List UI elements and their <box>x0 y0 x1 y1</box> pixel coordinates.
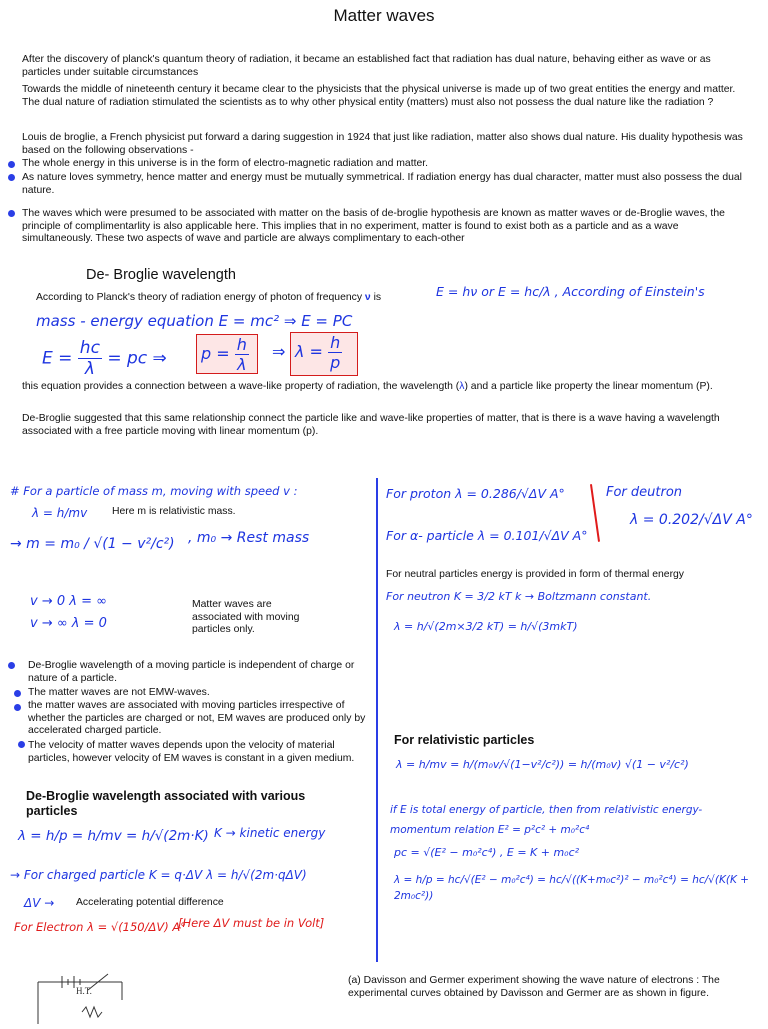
h-p-fraction <box>328 333 342 372</box>
frac-numerator: h <box>328 333 342 353</box>
is-text: is <box>373 292 382 303</box>
bullet-icon <box>18 741 25 748</box>
e-eq-label: E = <box>42 348 73 369</box>
eq-pc-text: = pc ⇒ <box>107 348 167 369</box>
lambda-h-mv-handwritten: λ = h/mv <box>32 506 88 520</box>
bullet-icon <box>8 210 15 217</box>
lambda-equals-h-p-box <box>290 332 358 376</box>
planck-text: According to Planck's theory of radiation energy of photon of frequency <box>36 292 363 303</box>
delta-v-handwritten: ΔV → <box>24 896 55 910</box>
charged-particle-handwritten: → For charged particle K = q·ΔV λ = h/√(2m·qΔV) <box>10 868 307 882</box>
left-bullet-1: De-Broglie wavelength of a moving particle is independent of charge or nature of a particle. <box>28 660 355 684</box>
energy-momentum-handwritten: if E is total energy of particle, then from relativistic energy-momentum relation E² = p²c² + m₀²c⁴ <box>390 804 703 836</box>
v-infinity-handwritten: v → ∞ λ = 0 <box>30 616 107 631</box>
rest-mass-handwritten: , m₀ → Rest mass <box>188 530 310 546</box>
page-title: Matter waves <box>333 6 435 25</box>
energy-formula-handwritten: E = hν or E = hc/λ , According of Einstein's <box>436 284 705 299</box>
relativistic-lambda-handwritten: λ = h/mv = h/(m₀v/√(1−v²/c²)) = h/(m₀v) √(1 − v²/c²) <box>396 758 689 771</box>
connection-text-1: this equation provides a connection between a wave-like property of radiation, the wavelength ( <box>22 381 460 392</box>
ht-label: H.T. <box>76 986 92 996</box>
neutron-handwritten: For neutron K = 3/2 kT k → Boltzmann constant. <box>386 590 652 603</box>
hc-lambda-fraction <box>78 338 102 379</box>
bullet-icon <box>14 704 21 711</box>
circuit-icon <box>32 970 132 1024</box>
neutron-lambda-handwritten: λ = h/√(2m×3/2 kT) = h/√(3mkT) <box>394 620 578 633</box>
column-divider <box>376 478 378 962</box>
proton-handwritten: For proton λ = 0.286/√ΔV A° <box>386 486 565 501</box>
connection-paragraph <box>22 381 744 394</box>
various-particles-heading: De-Broglie wavelength associated with various particles <box>26 789 306 818</box>
left-bullet-3: the matter waves are associated with moving particles irrespective of whether the particles are charged or not, EM waves are produced only by accelerated charged particle. <box>28 700 366 737</box>
mass-energy-handwritten: mass - energy equation E = mc² ⇒ E = PC <box>36 312 353 330</box>
section-heading-debroglie: De- Broglie wavelength <box>86 267 236 283</box>
implies-arrow: ⇒ <box>272 342 286 361</box>
m-formula-handwritten: → m = m₀ / √(1 − v²/c²) <box>10 536 175 552</box>
frac-denominator: p <box>330 353 341 372</box>
frac-numerator: h <box>236 335 247 354</box>
bullet-icon <box>8 174 15 181</box>
red-divider-stroke <box>590 484 600 542</box>
frac-numerator: hc <box>79 338 100 358</box>
connection-text-2: ) and a particle like property the linear momentum (P). <box>464 381 713 392</box>
v-zero-handwritten: v → 0 λ = ∞ <box>30 594 107 609</box>
e-equals-hc-lambda <box>42 338 167 379</box>
lambda-chain-handwritten: λ = h/p = h/mv = h/√(2m·K) <box>18 828 209 844</box>
relativistic-heading: For relativistic particles <box>394 733 535 747</box>
final-lambda-handwritten: λ = h/p = hc/√(E² − m₀²c⁴) = hc/√((K+m₀c²)² − m₀²c⁴) = hc/√(K(K + 2m₀c²)) <box>394 874 749 902</box>
left-bullet-4: The velocity of matter waves depends upon the velocity of material particles, however velocity of EM waves is constant in a given medium. <box>28 740 355 764</box>
deutron-value-handwritten: λ = 0.202/√ΔV A° <box>630 512 753 528</box>
left-bullet-2: The matter waves are not EMW-waves. <box>28 687 210 698</box>
nu-symbol: ν <box>364 292 371 303</box>
frac-denominator: λ <box>84 359 95 379</box>
bullet-icon <box>8 161 15 168</box>
bullet-icon <box>14 690 21 697</box>
ht-circuit-diagram <box>32 970 132 1029</box>
h-lambda-fraction <box>235 335 249 374</box>
deutron-label-handwritten: For deutron <box>606 485 683 500</box>
intro-paragraph-1: After the discovery of planck's quantum theory of radiation, it became an established fact that radiation has dual nature, behaving either as wave or as particles under suitable circumstances <box>22 54 711 78</box>
p-equals-h-lambda-box <box>196 334 258 374</box>
intro-paragraph-3: Louis de broglie, a French physicist put forward a daring suggestion in 1924 that just like radiation, matter also shows dual nature. His duality hypothesis was based on the following observations - <box>22 132 743 156</box>
relativistic-mass-note: Here m is relativistic mass. <box>112 506 236 517</box>
thermal-energy-note: For neutral particles energy is provided in form of thermal energy <box>386 569 685 580</box>
observation-1: The whole energy in this universe is in the form of electro-magnetic radiation and matter. <box>22 158 429 169</box>
intro-paragraph-2: Towards the middle of nineteenth century it became clear to the physicists that the physical universe is made up of two great entities the energy and matter. The dual nature of radiation stimulated the scientists as to why other physical entity (matters) must also not possess the dual nature like the radiation ? <box>22 84 736 108</box>
pc-formula-handwritten: pc = √(E² − m₀²c⁴) , E = K + m₀c² <box>394 846 580 859</box>
matter-wave-definition: The waves which were presumed to be associated with matter on the basis of de-broglie hypothesis are known as matter waves or de-Broglie waves, the principle of complimentarlity is also applicable here. This implies that in no experiment, matter is found to exist both as a particle and as a wave simultaneously. These two aspects of wave and particle are always complimentary to each-other <box>22 208 725 245</box>
electron-note-handwritten: [Here ΔV must be in Volt] <box>178 916 325 930</box>
lambda-eq-label: λ = <box>295 342 323 361</box>
accelerating-potential-note: Accelerating potential difference <box>76 897 224 908</box>
kinetic-energy-handwritten: K → kinetic energy <box>214 826 326 840</box>
planck-line <box>36 292 381 305</box>
matter-waves-note: Matter waves are associated with moving particles only. <box>192 599 300 636</box>
davisson-germer-caption: (a) Davisson and Germer experiment showing the wave nature of electrons : The experimental curves obtained by Davisson and Germer are as shown in figure. <box>348 975 720 999</box>
lambda-symbol: λ <box>459 381 465 392</box>
electron-formula-handwritten: For Electron λ = √(150/ΔV) A° <box>14 920 186 934</box>
bullet-icon <box>8 662 15 669</box>
particle-mass-handwritten: # For a particle of mass m, moving with speed v : <box>10 484 298 498</box>
p-eq-label: p = <box>201 344 230 363</box>
observation-2: As nature loves symmetry, hence matter and energy must be mutually symmetrical. If radiation energy has dual character, matter must also possess the dual nature. <box>22 172 742 196</box>
suggestion-paragraph: De-Broglie suggested that this same relationship connect the particle like and wave-like properties of matter, that is there is a wave having a wavelength associated with a free particle moving with linear momentum (p). <box>22 413 720 437</box>
frac-denominator: λ <box>237 355 247 374</box>
alpha-particle-handwritten: For α- particle λ = 0.101/√ΔV A° <box>386 528 588 543</box>
